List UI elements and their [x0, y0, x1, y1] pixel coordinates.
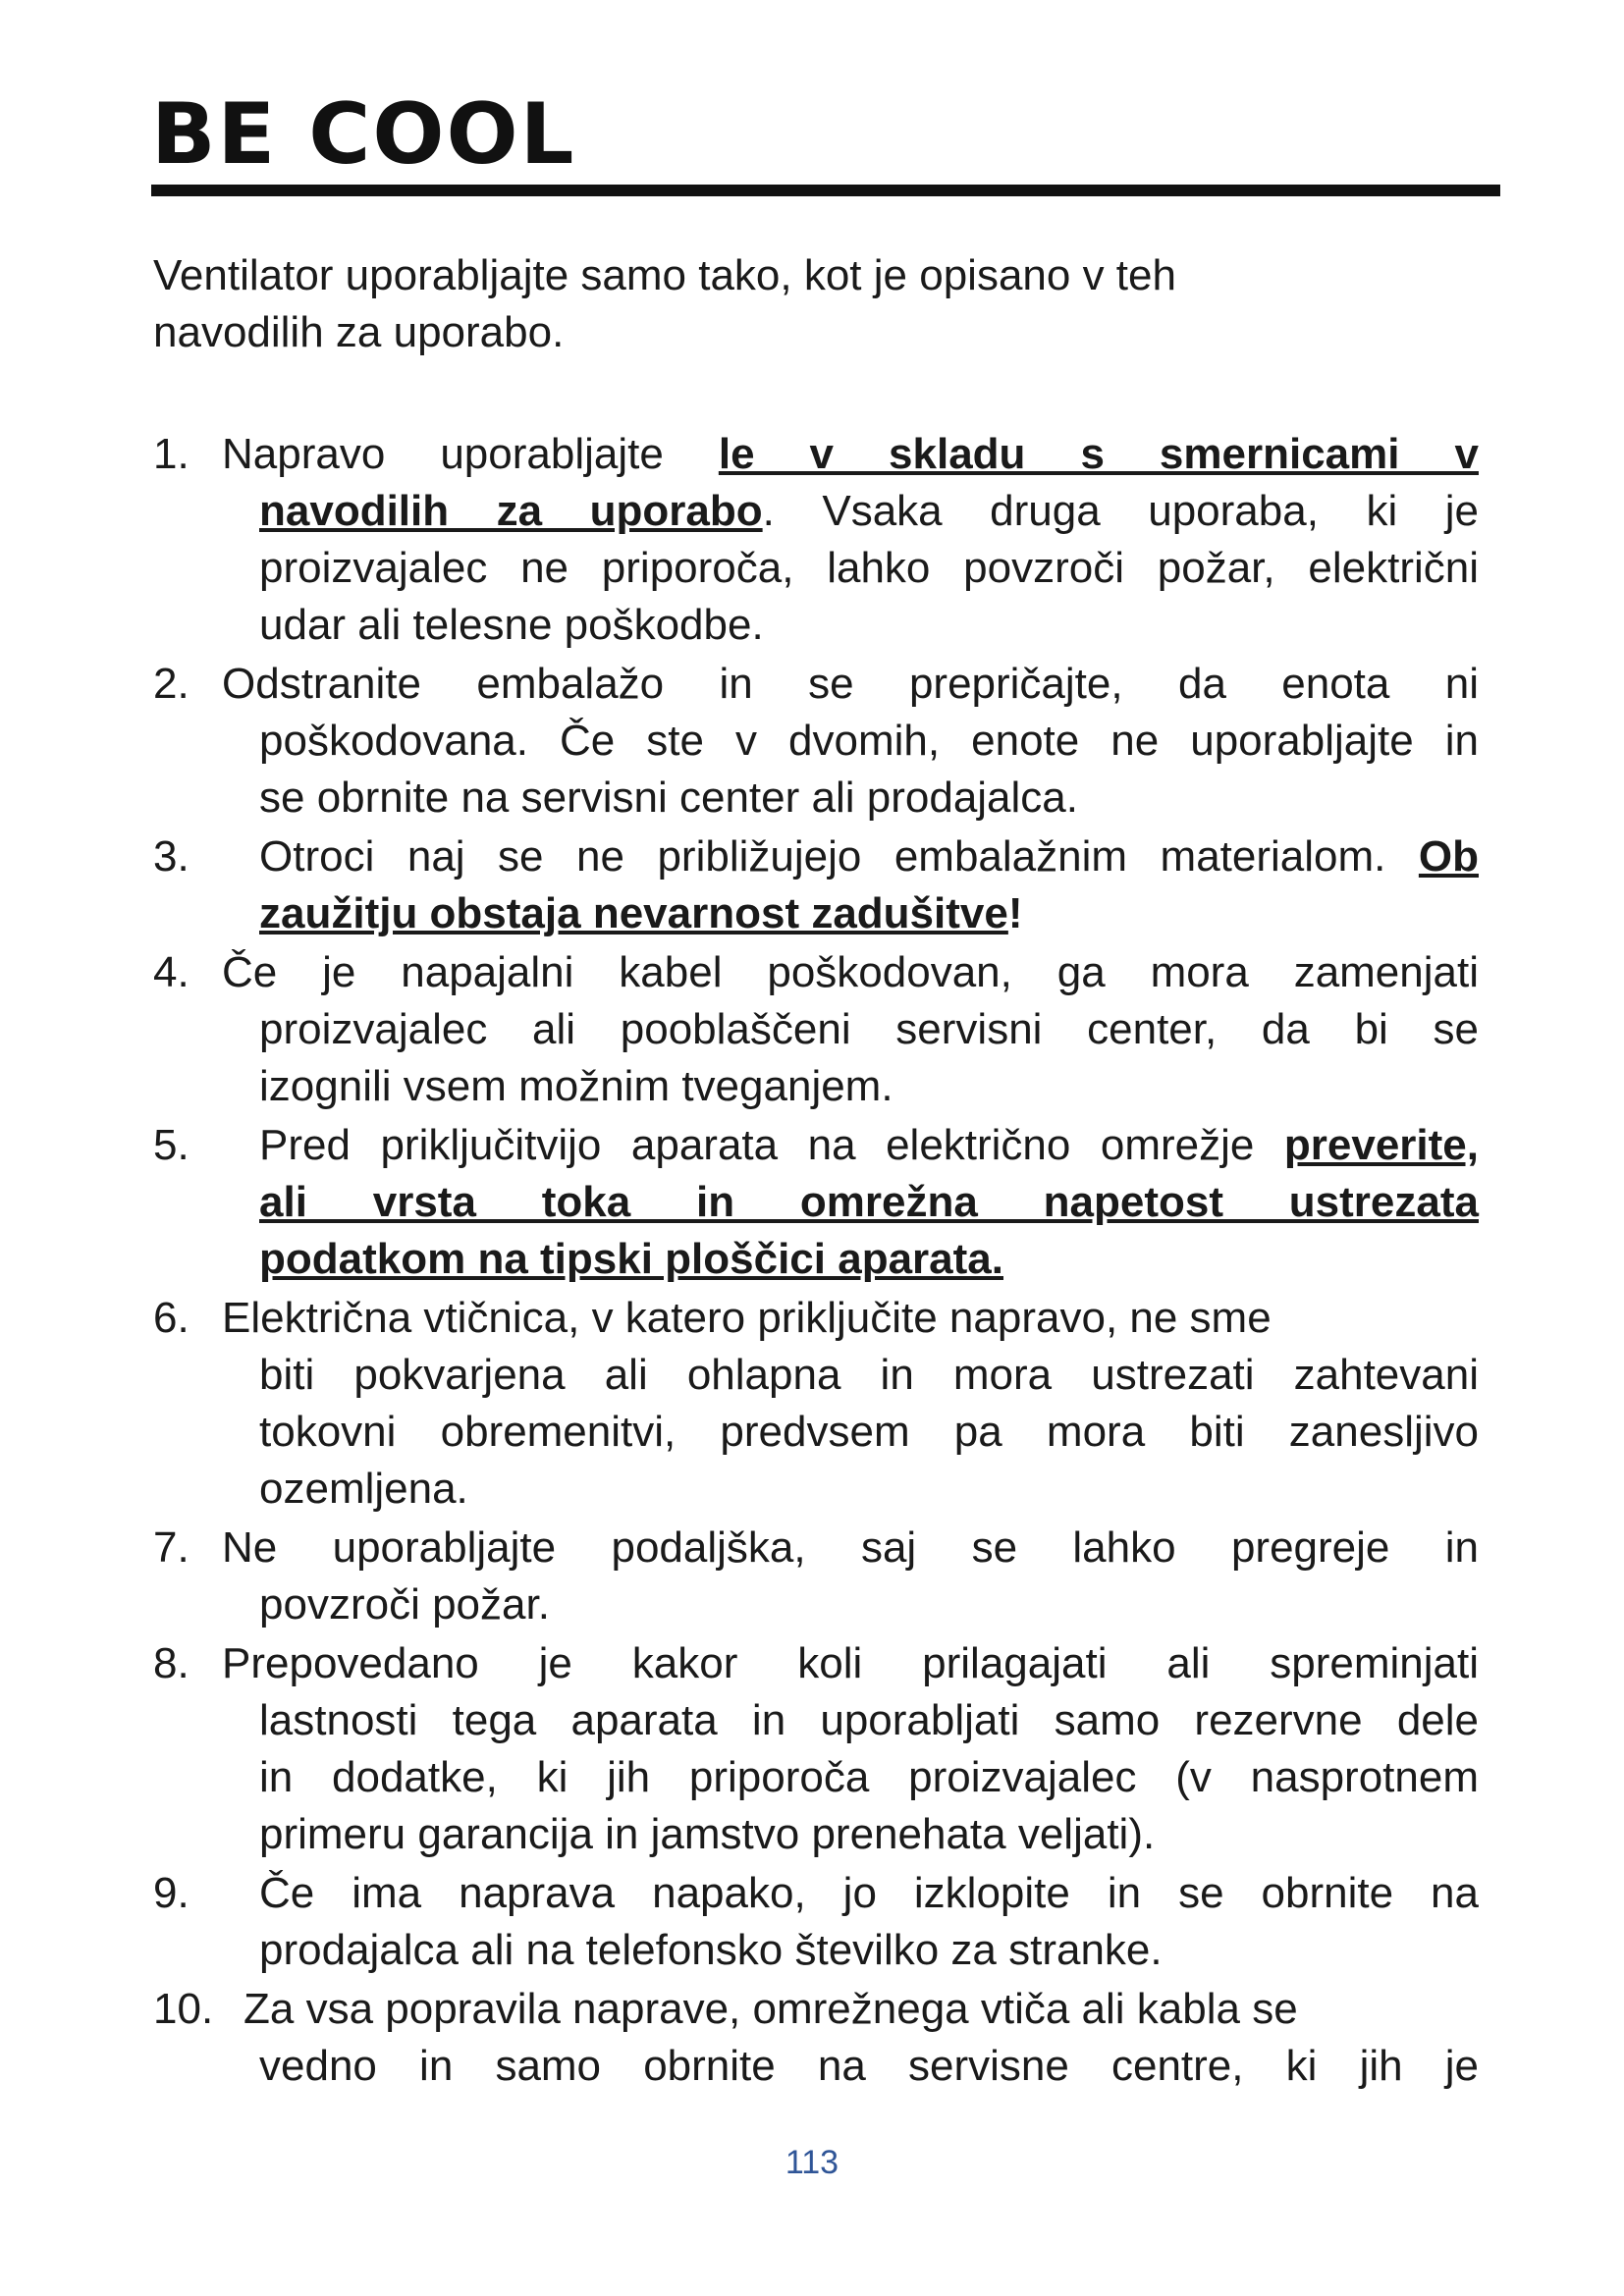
- item-number: 3.: [153, 832, 189, 881]
- intro-paragraph: Ventilator uporabljajte samo tako, kot je opisano v teh navodilih za uporabo.: [153, 251, 1176, 356]
- item-text: poškodovana. Če ste v dvomih, enote ne uporabljajte in: [259, 717, 1479, 765]
- item-text: !: [1007, 889, 1023, 937]
- list-item: [153, 656, 1479, 827]
- item-number: 2.: [153, 660, 189, 708]
- item-text: primeru garancija in jamstvo prenehata veljati).: [259, 1810, 1156, 1858]
- item-text: proizvajalec ali pooblaščeni servisni center, da bi se: [259, 1005, 1479, 1053]
- item-text: lastnosti tega aparata in uporabljati samo rezervne dele: [259, 1696, 1479, 1744]
- list-item: [153, 1635, 1479, 1863]
- item-text: Otroci naj se ne približujejo embalažnim materialom.: [259, 832, 1386, 881]
- list-item: [153, 828, 1479, 942]
- header-divider: [151, 185, 1500, 196]
- item-text: Če je napajalni kabel poškodovan, ga mora zamenjati: [222, 948, 1479, 996]
- emphasis-text: Ob: [1418, 832, 1479, 881]
- item-text: in dodatke, ki jih priporoča proizvajalec (v nasprotnem: [259, 1753, 1479, 1801]
- item-number: 1.: [153, 430, 189, 478]
- item-text: Za vsa popravila naprave, omrežnega vtiča ali kabla se: [244, 1985, 1298, 2033]
- item-number: 7.: [153, 1523, 189, 1572]
- item-number: 5.: [153, 1121, 189, 1169]
- emphasis-text: preverite,: [1283, 1121, 1479, 1169]
- emphasis-text: navodilih za uporabo: [259, 487, 763, 535]
- item-number: 6.: [153, 1294, 189, 1342]
- item-text: Pred priključitvijo aparata na električno omrežje: [259, 1121, 1255, 1169]
- item-text: proizvajalec ne priporoča, lahko povzroči požar, električni: [259, 544, 1479, 592]
- item-text: ozemljena.: [259, 1465, 468, 1513]
- item-text: Napravo uporabljajte: [222, 430, 664, 478]
- list-item: [153, 944, 1479, 1115]
- emphasis-text: podatkom na tipski ploščici aparata.: [259, 1235, 1003, 1283]
- item-text: povzroči požar.: [259, 1580, 550, 1629]
- item-text: Odstranite embalažo in se prepričajte, da enota ni: [222, 660, 1479, 708]
- list-item: [153, 1865, 1479, 1979]
- item-number: 4.: [153, 948, 189, 996]
- item-text: prodajalca ali na telefonsko številko za stranke.: [259, 1926, 1163, 1974]
- page-number: 113: [785, 2144, 839, 2181]
- item-text: Ne uporabljajte podaljška, saj se lahko pregreje in: [222, 1523, 1479, 1572]
- item-text: Če ima naprava napako, jo izklopite in se obrnite na: [259, 1869, 1479, 1917]
- list-item: [153, 1290, 1479, 1518]
- list-item: [153, 426, 1479, 654]
- item-text: Prepovedano je kakor koli prilagajati ali spreminjati: [222, 1639, 1479, 1687]
- brand-logo: BE COOL: [151, 85, 576, 184]
- item-text: vedno in samo obrnite na servisne centre, ki jih je: [259, 2042, 1479, 2090]
- item-text: . Vsaka druga uporaba, ki je: [762, 487, 1479, 535]
- list-item: [153, 1117, 1479, 1288]
- emphasis-text: ali vrsta toka in omrežna napetost ustrezata: [259, 1178, 1479, 1226]
- safety-instructions-list: [153, 426, 1479, 2097]
- item-number: 8.: [153, 1639, 189, 1687]
- item-text: Električna vtičnica, v katero priključite napravo, ne sme: [222, 1294, 1272, 1342]
- item-number: 10.: [153, 1985, 214, 2033]
- list-item: [153, 1520, 1479, 1633]
- item-text: se obrnite na servisni center ali prodajalca.: [259, 774, 1079, 822]
- item-text: biti pokvarjena ali ohlapna in mora ustrezati zahtevani: [259, 1351, 1479, 1399]
- item-text: tokovni obremenitvi, predvsem pa mora biti zanesljivo: [259, 1408, 1479, 1456]
- item-number: 9.: [153, 1869, 189, 1917]
- emphasis-text: le v skladu s smernicami v: [718, 430, 1479, 478]
- item-text: izognili vsem možnim tveganjem.: [259, 1062, 893, 1110]
- emphasis-text: zaužitju obstaja nevarnost zadušitve: [259, 889, 1008, 937]
- item-text: udar ali telesne poškodbe.: [259, 601, 764, 649]
- list-item: [153, 1981, 1479, 2095]
